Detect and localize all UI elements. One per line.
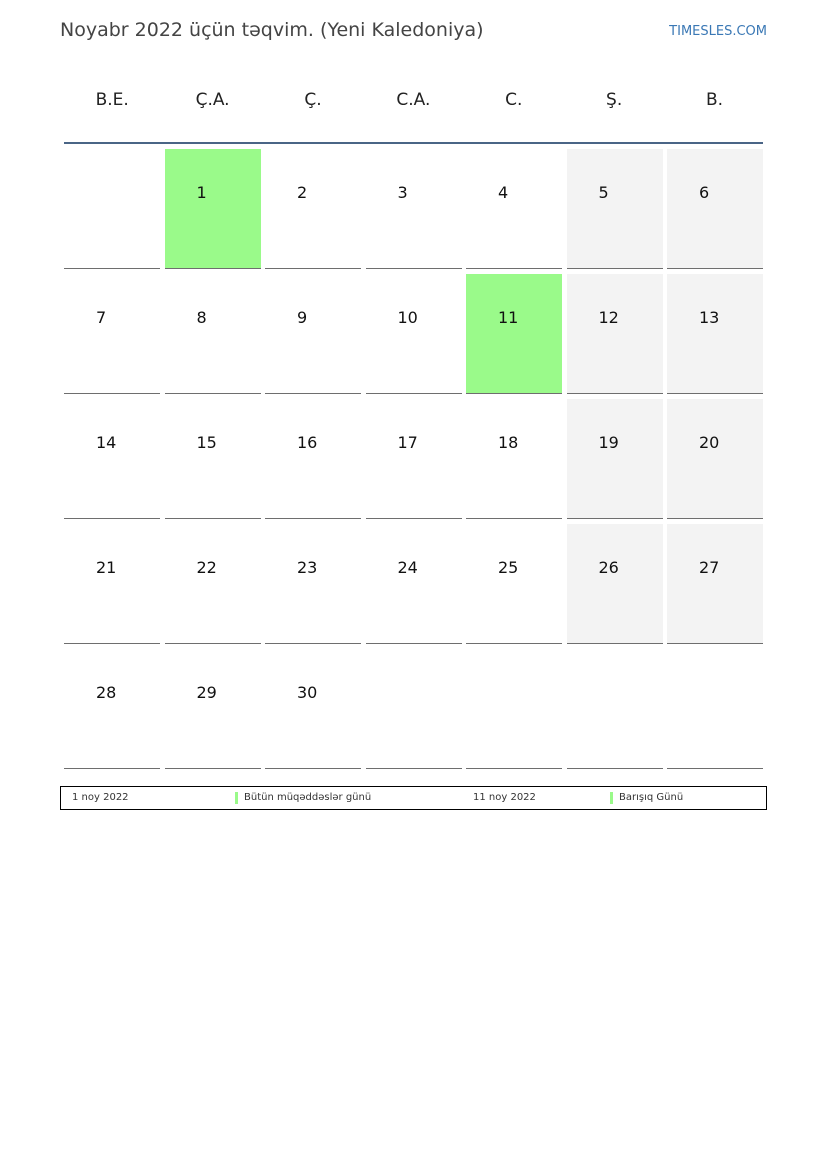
day-number: 25: [498, 558, 519, 577]
day-number: 9: [297, 308, 308, 327]
day-cell: [165, 399, 261, 519]
day-number: 30: [297, 683, 318, 702]
day-number: 1: [196, 183, 207, 202]
weekday-label: B.E.: [95, 90, 129, 110]
empty-day-cell: [366, 649, 462, 769]
day-number: 23: [297, 558, 318, 577]
weekday-header-row: [62, 90, 765, 120]
holiday-color-marker: [610, 792, 613, 804]
empty-day-cell: [466, 649, 562, 769]
day-cell: [265, 399, 361, 519]
weekday-label: Ç.A.: [195, 90, 230, 110]
day-cell: [667, 149, 763, 269]
weekday-label: Ç.: [304, 90, 322, 110]
weekday-label: C.: [505, 90, 523, 110]
empty-day-cell: [667, 649, 763, 769]
day-cell: [366, 274, 462, 394]
day-cell: [165, 149, 261, 269]
day-number: 17: [397, 433, 418, 452]
day-number: 19: [598, 433, 619, 452]
weekday-label: Ş.: [606, 90, 623, 110]
day-cell: [64, 649, 160, 769]
day-number: 29: [196, 683, 217, 702]
day-number: 8: [196, 308, 207, 327]
day-number: 13: [699, 308, 720, 327]
empty-day-cell: [64, 149, 160, 269]
day-cell: [265, 149, 361, 269]
page-title: Noyabr 2022 üçün təqvim. (Yeni Kaledoniya): [60, 19, 484, 41]
day-cell: [265, 524, 361, 644]
day-number: 11: [498, 308, 519, 327]
day-cell: [265, 274, 361, 394]
day-cell: [366, 524, 462, 644]
day-cell: [567, 399, 663, 519]
day-number: 21: [96, 558, 117, 577]
day-number: 6: [699, 183, 710, 202]
day-cell: [265, 649, 361, 769]
day-number: 22: [196, 558, 217, 577]
day-cell: [64, 524, 160, 644]
day-cell: [466, 524, 562, 644]
weekday-label: C.A.: [396, 90, 431, 110]
day-number: 15: [196, 433, 217, 452]
legend-date: 1 noy 2022: [72, 792, 129, 803]
day-number: 16: [297, 433, 318, 452]
day-number: 27: [699, 558, 720, 577]
day-number: 10: [397, 308, 418, 327]
legend-holiday-name: Bütün müqəddəslər günü: [244, 792, 372, 803]
day-number: 24: [397, 558, 418, 577]
day-number: 7: [96, 308, 107, 327]
empty-day-cell: [567, 649, 663, 769]
day-cell: [667, 274, 763, 394]
day-cell: [165, 524, 261, 644]
day-cell: [567, 274, 663, 394]
day-number: 12: [598, 308, 619, 327]
day-number: 2: [297, 183, 308, 202]
day-number: 26: [598, 558, 619, 577]
day-number: 3: [397, 183, 408, 202]
holiday-color-marker: [235, 792, 238, 804]
day-cell: [567, 149, 663, 269]
day-cell: [64, 399, 160, 519]
day-number: 5: [598, 183, 609, 202]
day-cell: [466, 274, 562, 394]
day-cell: [667, 399, 763, 519]
day-cell: [165, 274, 261, 394]
day-cell: [466, 399, 562, 519]
day-number: 28: [96, 683, 117, 702]
day-cell: [366, 399, 462, 519]
site-link[interactable]: TIMESLES.COM: [669, 24, 767, 39]
legend-holiday-name: Barışıq Günü: [619, 792, 684, 803]
day-cell: [567, 524, 663, 644]
holiday-legend: [60, 786, 767, 810]
day-cell: [366, 149, 462, 269]
day-cell: [667, 524, 763, 644]
day-number: 14: [96, 433, 117, 452]
day-number: 18: [498, 433, 519, 452]
day-cell: [165, 649, 261, 769]
day-cell: [466, 149, 562, 269]
day-number: 20: [699, 433, 720, 452]
weekday-label: B.: [706, 90, 724, 110]
day-number: 4: [498, 183, 509, 202]
legend-date: 11 noy 2022: [473, 792, 536, 803]
header-divider: [64, 142, 763, 144]
day-cell: [64, 274, 160, 394]
